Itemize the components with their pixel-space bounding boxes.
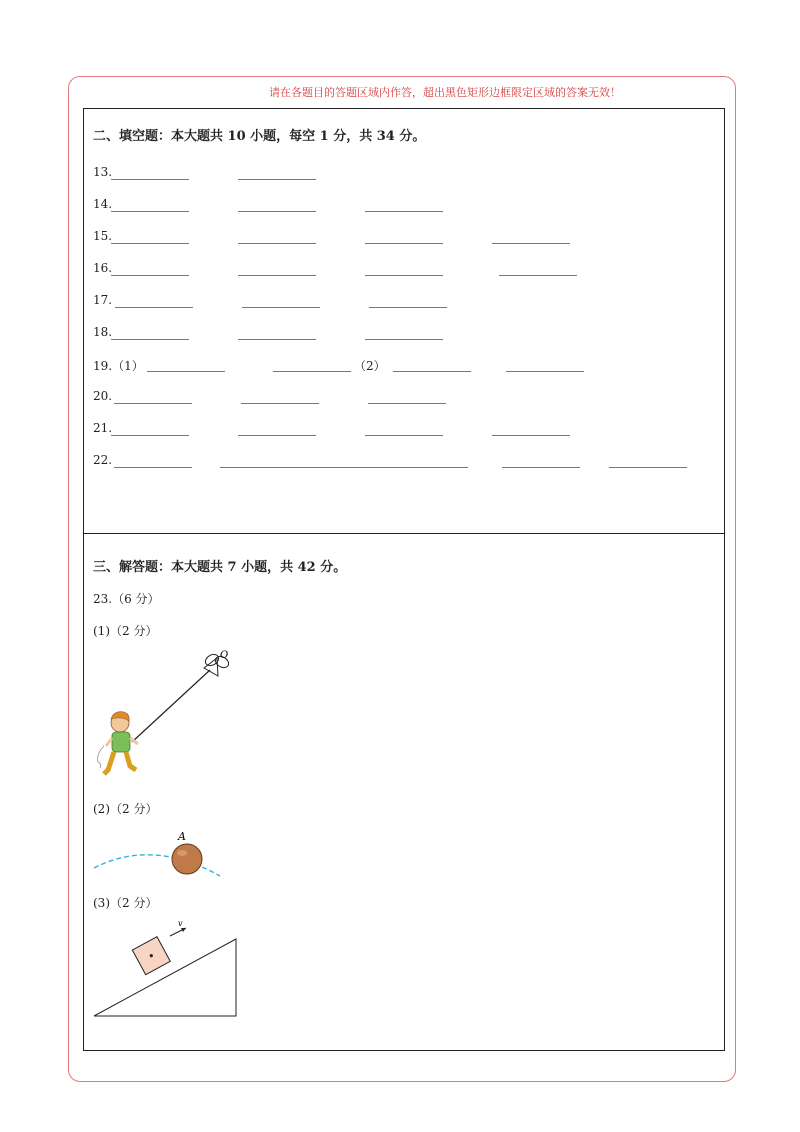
answer-blank[interactable] bbox=[114, 467, 192, 468]
answer-blank[interactable] bbox=[365, 435, 443, 436]
label-v: v bbox=[178, 919, 183, 928]
answer-blank[interactable] bbox=[492, 243, 570, 244]
answer-blank[interactable] bbox=[111, 339, 189, 340]
answer-blank[interactable] bbox=[365, 243, 443, 244]
answer-blank[interactable] bbox=[499, 275, 577, 276]
question-20-number: 20. bbox=[93, 389, 113, 403]
answer-blank[interactable] bbox=[111, 179, 189, 180]
answer-blank[interactable] bbox=[365, 339, 443, 340]
section-heading: 二、填空题：本大题共 10 小题，每空 1 分，共 34 分。 bbox=[93, 129, 426, 144]
question-19-part2-label: （2） bbox=[354, 359, 386, 373]
notice-text: 请在各题目的答题区域内作答，超出黑色矩形边框限定区域的答案无效！ bbox=[269, 86, 621, 99]
answer-blank[interactable] bbox=[115, 307, 193, 308]
answer-blank[interactable] bbox=[369, 307, 447, 308]
answer-blank[interactable] bbox=[242, 307, 320, 308]
answer-blank[interactable] bbox=[111, 243, 189, 244]
answer-blank[interactable] bbox=[238, 179, 316, 180]
question-13-number: 13. bbox=[93, 165, 113, 179]
answer-blank[interactable] bbox=[365, 211, 443, 212]
incline-figure bbox=[92, 918, 242, 1020]
answer-blank[interactable] bbox=[238, 275, 316, 276]
boy-icon bbox=[98, 712, 138, 774]
answer-blank[interactable] bbox=[238, 339, 316, 340]
part-1-label: (1)（2 分） bbox=[93, 624, 158, 638]
projectile-figure bbox=[92, 824, 232, 884]
answer-blank[interactable] bbox=[609, 467, 687, 468]
kite-figure bbox=[92, 646, 242, 786]
question-14-number: 14. bbox=[93, 197, 113, 211]
fill-in-section bbox=[83, 108, 725, 534]
question-17-number: 17. bbox=[93, 293, 113, 307]
question-18-number: 18. bbox=[93, 325, 113, 339]
question-15-number: 15. bbox=[93, 229, 113, 243]
answer-blank[interactable] bbox=[368, 403, 446, 404]
answer-blank[interactable] bbox=[506, 371, 584, 372]
label-a: A bbox=[178, 830, 186, 843]
answer-blank[interactable] bbox=[492, 435, 570, 436]
answer-blank[interactable] bbox=[273, 371, 351, 372]
answer-blank[interactable] bbox=[111, 275, 189, 276]
answer-blank[interactable] bbox=[238, 243, 316, 244]
question-21-number: 21. bbox=[93, 421, 113, 435]
answer-blank[interactable] bbox=[111, 435, 189, 436]
section-heading: 三、解答题：本大题共 7 小题，共 42 分。 bbox=[93, 560, 347, 575]
answer-blank[interactable] bbox=[393, 371, 471, 372]
question-19-number: 19.（1） bbox=[93, 359, 144, 373]
answer-blank[interactable] bbox=[241, 403, 319, 404]
answer-blank[interactable] bbox=[365, 275, 443, 276]
question-23-number: 23.（6 分） bbox=[93, 592, 160, 606]
part-3-label: (3)（2 分） bbox=[93, 896, 158, 910]
answer-blank[interactable] bbox=[238, 211, 316, 212]
answer-blank[interactable] bbox=[114, 403, 192, 404]
question-22-number: 22. bbox=[93, 453, 113, 467]
answer-blank[interactable] bbox=[147, 371, 225, 372]
question-16-number: 16. bbox=[93, 261, 113, 275]
answer-blank[interactable] bbox=[502, 467, 580, 468]
answer-blank[interactable] bbox=[238, 435, 316, 436]
answer-section bbox=[83, 534, 725, 1051]
answer-blank-long[interactable] bbox=[220, 467, 468, 468]
label-o: O bbox=[220, 650, 229, 661]
part-2-label: (2)（2 分） bbox=[93, 802, 158, 816]
answer-blank[interactable] bbox=[111, 211, 189, 212]
